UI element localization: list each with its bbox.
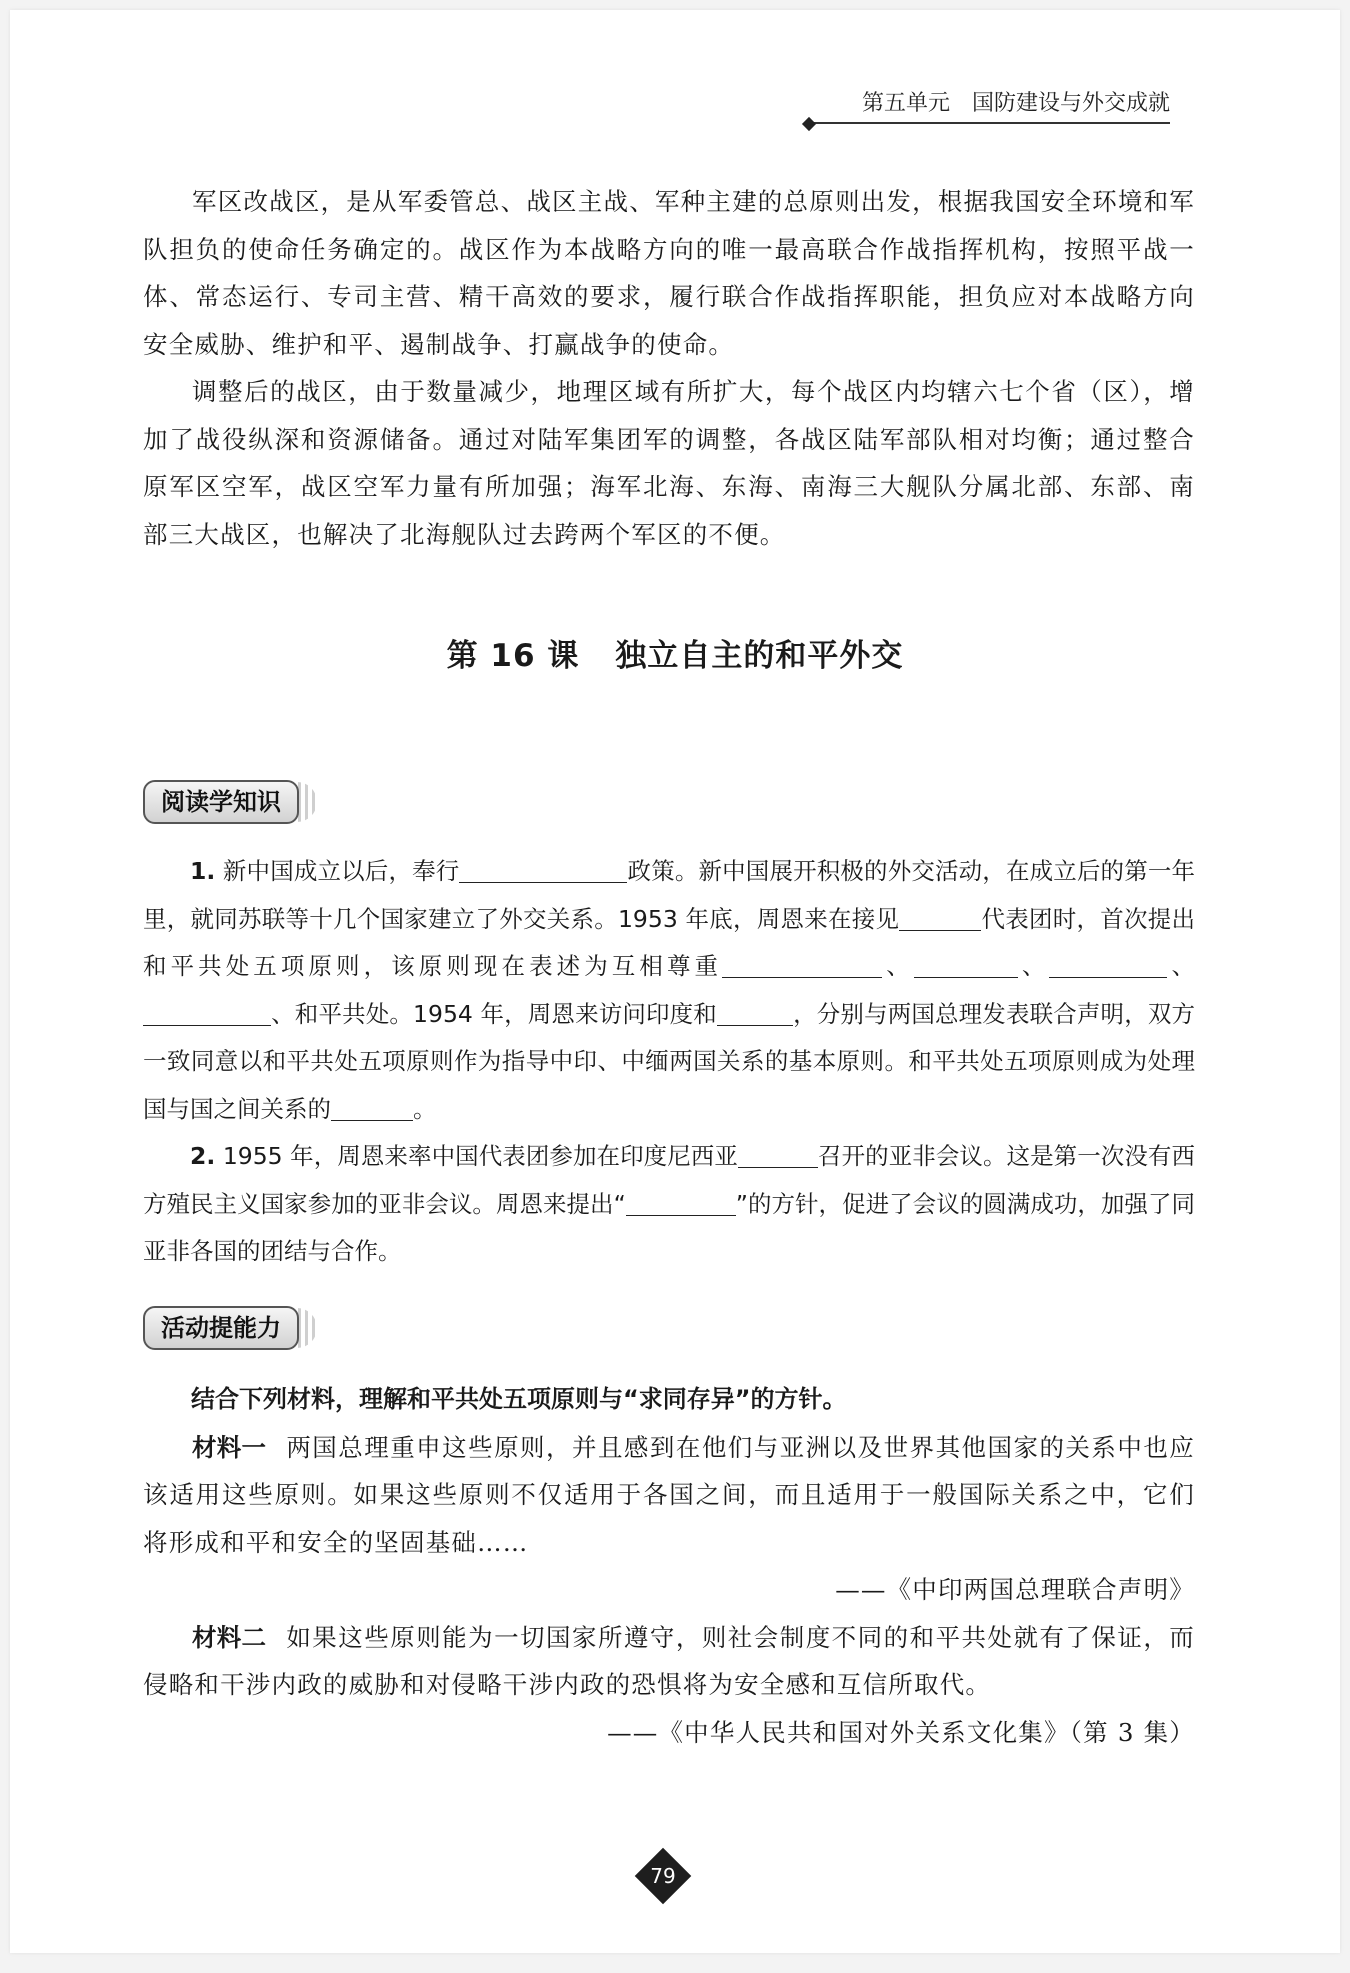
question-number: 1. (190, 857, 216, 885)
intro-text (143, 178, 1195, 558)
answer-blank[interactable] (899, 902, 981, 931)
activity-instruction: 结合下列材料，理解和平共处五项原则与“求同存异”的方针。 (191, 1385, 847, 1413)
lesson-number: 第 16 课 (446, 638, 580, 674)
material-source: ——《中印两国总理联合声明》 (835, 1575, 1195, 1604)
material-text: 如果这些原则能为一切国家所遵守，则社会制度不同的和平共处就有了保证，而侵略和干涉内政的威胁和对侵略干涉内政的恐惧将为安全感和互信所取代。 (143, 1622, 1195, 1699)
answer-blank[interactable] (1049, 949, 1167, 978)
answer-blank[interactable] (626, 1187, 736, 1216)
answer-blank[interactable] (143, 997, 271, 1026)
lesson-title (10, 630, 1340, 675)
material-text: 两国总理重申这些原则，并且感到在他们与亚洲以及世界其他国家的关系中也应该适用这些原则。如果这些原则不仅适用于各国之间，而且适用于一般国际关系之中，它们将形成和平和安全的坚固基础…… (143, 1432, 1195, 1557)
answer-blank[interactable] (722, 949, 882, 978)
material-1 (143, 1424, 1195, 1567)
answer-blank[interactable] (331, 1092, 413, 1121)
answer-blank[interactable] (459, 854, 627, 883)
textbook-page (10, 10, 1340, 1953)
question-2: 2. 1955 年，周恩来率中国代表团参加在印度尼西亚 召开的亚非会议。这是第一次没有西方殖民主义国家参加的亚非会议。周恩来提出“ ”的方针，促进了会议的圆满成功，加强了同亚非各国的团结与合作。 (143, 1133, 1195, 1276)
section-tag-activity (143, 1306, 317, 1350)
section-tag-label: 活动提能力 (143, 1306, 299, 1350)
answer-blank[interactable] (738, 1139, 818, 1168)
header-title: 国防建设与外交成就 (971, 91, 1170, 116)
header-diamond-icon (802, 117, 816, 131)
material-label: 材料一 (192, 1432, 267, 1462)
intro-paragraph: 军区改战区，是从军委管总、战区主战、军种主建的总原则出发，根据我国安全环境和军队担负的使命任务确定的。战区作为本战略方向的唯一最高联合作战指挥机构，按照平战一体、常态运行、专司主营、精干高效的要求，履行联合作战指挥职能，担负应对本战略方向安全威胁、维护和平、遏制战争、打赢战争的使命。 (143, 187, 1195, 359)
reading-questions (143, 848, 1195, 1276)
running-header (810, 86, 1170, 124)
intro-paragraph: 调整后的战区，由于数量减少，地理区域有所扩大，每个战区内均辖六七个省（区），增加了战役纵深和资源储备。通过对陆军集团军的调整，各战区陆军部队相对均衡；通过整合原军区空军，战区空军力量有所加强；海军北海、东海、南海三大舰队分属北部、东部、南部三大战区，也解决了北海舰队过去跨两个军区的不便。 (143, 377, 1195, 549)
activity-section (143, 1376, 1195, 1756)
material-label: 材料二 (192, 1622, 267, 1652)
material-2 (143, 1614, 1195, 1709)
page-number: 79 (650, 1864, 676, 1888)
question-1: 1. 新中国成立以后，奉行 政策。新中国展开积极的外交活动，在成立后的第一年里，就同苏联等十几个国家建立了外交关系。1953 年底，周恩来在接见 代表团时，首次提出和平共处五项原则，该原则现在表述为互相尊重 、 、 、、和平共处。1954 年，周恩来访问印度和 ，分别与两国总理发表联合声明，双方一致同意以和平共处五项原则作为指导中印、中缅两国关系的基本原则。和平共处五项原则成为处理国与国之间关系的 。 (143, 848, 1195, 1133)
section-tag-label: 阅读学知识 (143, 780, 299, 824)
lesson-name: 独立自主的和平外交 (615, 638, 904, 674)
section-tag-reading (143, 780, 317, 824)
material-source: ——《中华人民共和国对外关系文化集》（第 3 集） (607, 1717, 1195, 1747)
page-number-badge (635, 1848, 691, 1904)
question-number: 2. (190, 1142, 216, 1170)
answer-blank[interactable] (914, 949, 1018, 978)
header-unit: 第五单元 (861, 91, 950, 116)
answer-blank[interactable] (717, 997, 793, 1026)
